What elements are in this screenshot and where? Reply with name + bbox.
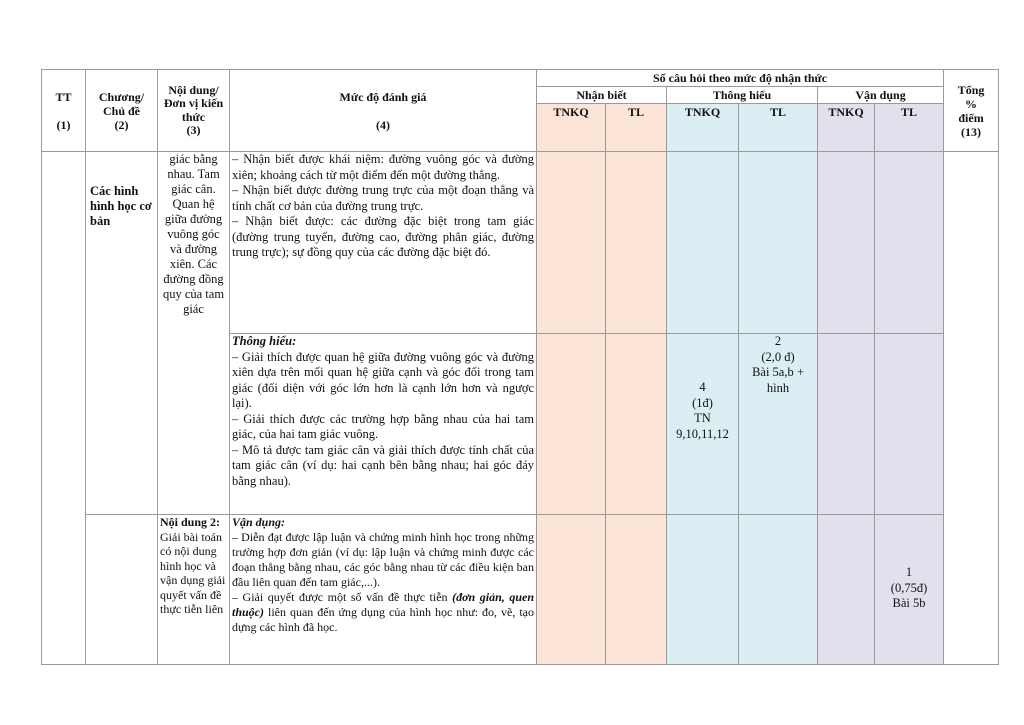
r1-th-tnkq: [667, 152, 739, 334]
r1-nb-tnkq: [537, 152, 606, 334]
r2-nb-tnkq: [537, 334, 606, 515]
vandung-desc: [230, 515, 537, 665]
header-nb-tl: TL: [606, 104, 667, 152]
header-mucdo: Mức độ đánh giá (4): [230, 70, 537, 152]
nhanbiet-desc: [230, 152, 537, 334]
header-socau: Số câu hỏi theo mức độ nhận thức: [537, 70, 944, 87]
header-vd-tl: TL: [875, 104, 944, 152]
topic-cell: Các hình hình học cơ bản: [86, 152, 158, 515]
r1-vd-tl: [875, 152, 944, 334]
header-th-tl: TL: [739, 104, 818, 152]
r1-th-tl: [739, 152, 818, 334]
nhanbiet-line: – Nhận biết được khái niệm: đường vuông góc và đường xiên; khoảng cách từ một điểm đến một đường thẳng.: [232, 152, 534, 182]
nhanbiet-line: – Nhận biết được: các đường đặc biệt trong tam giác (đường trung tuyến, đường cao, đường phân giác, đường trung trực); sự đồng quy của các đường đặc biệt đó.: [232, 214, 534, 259]
topic-cell-empty: [86, 515, 158, 665]
noidung1-cell: giác bằng nhau. Tam giác cân. Quan hệ giữa đường vuông góc và đường xiên. Các đường đồng quy của tam giác: [158, 152, 230, 515]
r3-vd-tl: 1 (0,75đ) Bài 5b: [875, 515, 944, 665]
assessment-matrix-table: [41, 69, 999, 665]
thonghieu-line: – Giải thích được quan hệ giữa đường vuông góc và đường xiên dựa trên mối quan hệ giữa cạnh và góc đối trong tam giác (đối diện với góc lớn hơn là cạnh lớn hơn và ngược lại).: [232, 349, 534, 410]
header-tong: Tổng % điểm (13): [944, 70, 999, 152]
r3-th-tl: [739, 515, 818, 665]
header-th-tnkq: TNKQ: [667, 104, 739, 152]
tong-cell: [944, 152, 999, 665]
thonghieu-line: – Giải thích được các trường hợp bằng nhau của hai tam giác, của hai tam giác vuông.: [232, 411, 534, 441]
r2-vd-tnkq: [818, 334, 875, 515]
r3-nb-tl: [606, 515, 667, 665]
r2-nb-tl: [606, 334, 667, 515]
vandung-title: Vận dụng:: [232, 515, 286, 529]
vandung-line: – Diễn đạt được lập luận và chứng minh hình học trong những trường hợp đơn giản (ví dụ: lập luận và chứng minh được các đoạn thẳng bằng nhau, các góc bằng nhau từ các điều kiện ban đầu liên quan đến tam giác,...).: [232, 530, 534, 589]
thonghieu-desc: [230, 334, 537, 515]
header-nhanbiet: Nhận biết: [537, 87, 667, 104]
r1-vd-tnkq: [818, 152, 875, 334]
tt-cell: [42, 152, 86, 665]
noidung2-cell: Nội dung 2: Giải bài toán có nội dung hình học và vận dụng giải quyết vấn đề thực tiễn liên: [158, 515, 230, 665]
header-thonghieu: Thông hiểu: [667, 87, 818, 104]
header-nb-tnkq: TNKQ: [537, 104, 606, 152]
header-noidung: Nội dung/Đơn vị kiến thức (3): [158, 70, 230, 152]
header-vandung: Vận dụng: [818, 87, 944, 104]
vandung-line: – Giải quyết được một số vấn đề thực tiễn (đơn giản, quen thuộc) liên quan đến ứng dụng của hình học như: đo, vẽ, tạo dựng các hình đã học.: [232, 590, 534, 634]
r2-th-tnkq: 4 (1đ) TN 9,10,11,12: [667, 334, 739, 515]
thonghieu-line: – Mô tả được tam giác cân và giải thích được tính chất của tam giác cân (ví dụ: hai cạnh bên bằng nhau; hai góc đáy bằng nhau).: [232, 442, 534, 488]
thonghieu-title: Thông hiểu:: [232, 334, 297, 348]
r2-vd-tl: [875, 334, 944, 515]
r3-th-tnkq: [667, 515, 739, 665]
r1-nb-tl: [606, 152, 667, 334]
nhanbiet-line: – Nhận biết được đường trung trực của một đoạn thẳng và tính chất cơ bản của đường trung trực.: [232, 183, 534, 213]
r3-vd-tnkq: [818, 515, 875, 665]
header-vd-tnkq: TNKQ: [818, 104, 875, 152]
r2-th-tl: 2 (2,0 đ) Bài 5a,b + hình: [739, 334, 818, 515]
header-chuong: Chương/ Chủ đề (2): [86, 70, 158, 152]
r3-nb-tnkq: [537, 515, 606, 665]
header-tt: TT (1): [42, 70, 86, 152]
